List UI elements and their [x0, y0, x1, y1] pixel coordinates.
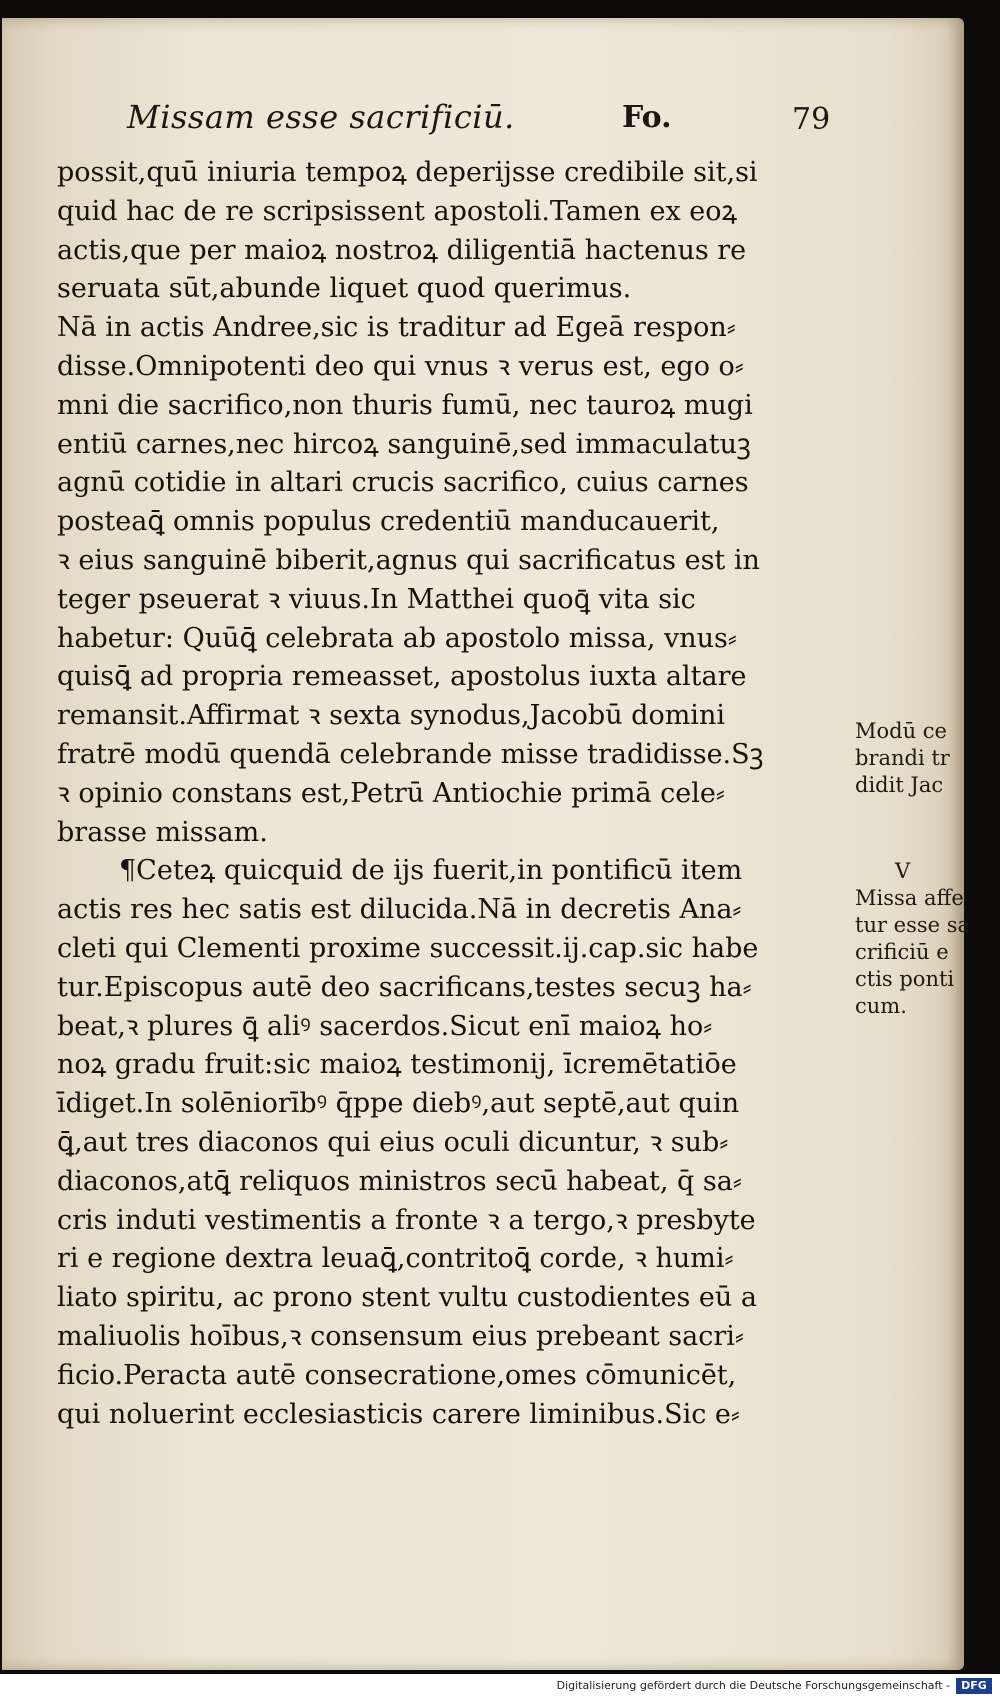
text-line: mni die sacrifico,non thuris fumū, nec tauroꝝ mugi	[57, 389, 753, 421]
margin-note-line: Modū ce	[855, 719, 947, 743]
text-line: habetur: Quūꝗ̄ celebrata ab apostolo missa, vnus⸗	[57, 622, 737, 654]
text-line: remansit.Affirmat ꝛ sexta synodus,Jacobū domini	[57, 700, 725, 732]
text-line: cris induti vestimentis a fronte ꝛ a tergo,ꝛ presbyte	[57, 1204, 756, 1236]
text-line: teger pseuerat ꝛ viuus.In Matthei quoꝗ̄ vita sic	[57, 583, 696, 615]
margin-note-line: crificiū e	[855, 940, 949, 964]
text-line: ꝛ opinio constans est,Petrū Antiochie primā cele⸗	[57, 777, 725, 809]
margin-note-mass-rite	[855, 718, 955, 799]
text-line: brasse missam.	[57, 816, 268, 848]
text-line: beat,ꝛ plures ꝗ̄ aliꝰ sacerdos.Sicut enī maioꝝ ho⸗	[57, 1010, 713, 1042]
margin-note-line: tur esse sa	[855, 913, 971, 937]
funding-credit: Digitalisierung gefördert durch die Deutsche Forschungsgemeinschaft -	[556, 1679, 950, 1692]
text-line: noꝝ gradu fruit:sic maioꝝ testimonij, īcremētatiōe	[57, 1049, 737, 1081]
text-line: maliuolis hoībus,ꝛ consensum eius prebeant sacri⸗	[57, 1320, 744, 1352]
running-title: Missam esse sacrificiū.	[127, 98, 515, 136]
text-line: ri e regione dextra leuaꝗ̄,contritoꝗ̄ corde, ꝛ humi⸗	[57, 1243, 734, 1275]
paragraph-start-line: ¶Ceteꝝ quicquid de ijs fuerit,in pontificū item	[119, 855, 743, 887]
text-line: qui noluerint ecclesiasticis carere liminibus.Sic e⸗	[57, 1398, 740, 1430]
text-line: actis,que per maioꝝ nostroꝝ diligentiā hactenus re	[57, 234, 747, 266]
text-line: diaconos,atꝗ̄ reliquos ministros secū habeat, q̄ sa⸗	[57, 1165, 742, 1197]
text-line: quid hac de re scripsissent apostoli.Tamen ex eoꝝ	[57, 195, 738, 227]
margin-note-line: Missa affe	[855, 886, 964, 910]
text-line: disse.Omnipotenti deo qui vnus ꝛ verus est, ego o⸗	[57, 350, 744, 382]
text-line: Nā in actis Andree,sic is traditur ad Egeā respon⸗	[57, 312, 736, 344]
text-line: fratrē modū quendā celebrande misse tradidisse.Sꝫ	[57, 738, 764, 770]
text-line: seruata sūt,abunde liquet quod querimus.	[57, 273, 632, 305]
folio-label: Fo.	[622, 100, 672, 135]
page-number: 79	[792, 102, 831, 137]
dfg-logo: DFG	[956, 1678, 992, 1694]
text-line: entiū carnes,nec hircoꝝ sanguinē,sed immaculatuꝫ	[57, 428, 751, 460]
margin-note-line: didit Jac	[855, 773, 944, 797]
digitization-footer	[0, 1674, 1000, 1700]
text-line: actis res hec satis est dilucida.Nā in decretis Ana⸗	[57, 894, 742, 926]
text-line: cleti qui Clementi proxime successit.ij.cap.sic habe	[57, 932, 759, 964]
text-line: ꝛ eius sanguinē biberit,agnus qui sacrificatus est in	[57, 544, 760, 576]
text-line: īdiget.In solēniorībꝰ q̄ppe diebꝰ,aut septē,aut quin	[57, 1088, 740, 1120]
page-header	[2, 88, 964, 148]
text-line: ꝗ̄,aut tres diaconos qui eius oculi dicuntur, ꝛ sub⸗	[57, 1126, 729, 1158]
text-line: ficio.Peracta autē consecratione,omes cōmunicēt,	[57, 1359, 737, 1391]
text-line: tur.Episcopus autē deo sacrificans,testes secuꝫ ha⸗	[57, 971, 752, 1003]
book-page	[2, 18, 971, 1670]
margin-note-line: ctis ponti	[855, 967, 955, 991]
text-line: agnū cotidie in altari crucis sacrifico, cuius carnes	[57, 467, 749, 499]
text-line: quisꝗ̄ ad propria remeasset, apostolus iuxta altare	[57, 661, 747, 693]
body-text	[57, 154, 847, 1434]
text-line: liato spiritu, ac prono stent vultu custodientes eū a	[57, 1282, 757, 1314]
text-line: posteaꝗ̄ omnis populus credentiū manducauerit,	[57, 506, 720, 538]
margin-note-line: V	[895, 859, 911, 883]
margin-note-line: brandi tr	[855, 746, 950, 770]
text-line: possit,quū iniuria tempoꝝ deperijsse credibile sit,si	[57, 157, 758, 188]
margin-note-mass-sacrifice	[855, 858, 971, 1020]
margin-note-line: cum.	[855, 994, 907, 1018]
